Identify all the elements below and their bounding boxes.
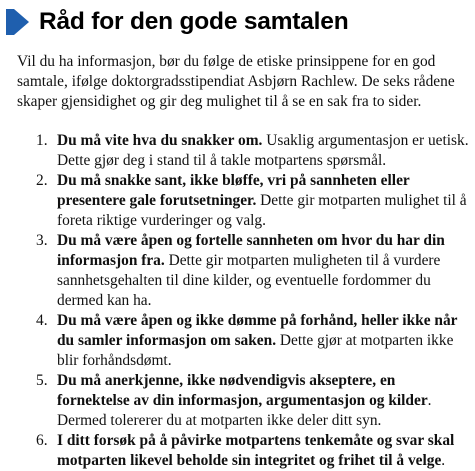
- advice-number: 5.: [36, 372, 48, 389]
- advice-item-5: [36, 371, 470, 431]
- advice-item-1: [36, 131, 470, 171]
- advice-heading: Du må være åpen og fortelle sannheten om hvor du har din informasjon fra.: [57, 232, 445, 269]
- advice-text: .: [441, 452, 446, 469]
- advice-list: [0, 131, 470, 471]
- title-row: [6, 6, 348, 38]
- advice-item-4: [36, 311, 470, 371]
- advice-heading: I ditt forsøk på å påvirke motpartens tenkemåte og svar skal motparten likevel beholde sin integritet og frihet til å velge: [57, 432, 455, 469]
- advice-text: Usaklig argumentasjon er uetisk. Dette gjør deg i stand til å takle motpartens spørsmål.: [57, 132, 469, 169]
- advice-heading: Du må anerkjenne, ikke nødvendigvis akseptere, en fornektelse av din informasjon, argumentasjon og kilder: [57, 372, 428, 409]
- advice-number: 1.: [36, 132, 48, 149]
- advice-heading: Du må være åpen og ikke dømme på forhånd, heller ikke når du samler informasjon om saken.: [57, 312, 458, 349]
- advice-item-6: [36, 431, 470, 471]
- advice-number: 6.: [36, 432, 48, 449]
- advice-heading: Du må vite hva du snakker om.: [57, 132, 263, 149]
- advice-text: Dette gjør at motparten ikke blir forhåndsdømt.: [57, 332, 454, 369]
- advice-text: Dette gir motparten mulighet til å foreta riktige vurderinger og valg.: [57, 192, 467, 229]
- advice-text: . Dermed tolererer du at motparten ikke deler ditt syn.: [57, 392, 432, 429]
- advice-item-3: [36, 231, 470, 311]
- title-marker-arrow-icon: [14, 9, 29, 35]
- title-marker-bar: [6, 9, 14, 35]
- article-title: Råd for den gode samtalen: [39, 8, 349, 35]
- advice-heading: Du må snakke sant, ikke bløffe, vri på sannheten eller presentere gale forutsetninger.: [57, 172, 410, 209]
- advice-number: 3.: [36, 232, 48, 249]
- advice-number: 4.: [36, 312, 48, 329]
- advice-item-2: [36, 171, 470, 231]
- advice-text: Dette gir motparten muligheten til å vurdere sannhetsgehalten til dine kilder, og eventuelle fordommer du dermed kan ha.: [57, 252, 441, 309]
- intro-paragraph: Vil du ha informasjon, bør du følge de etiske prinsippene for en god samtale, ifølge doktorgradsstipendiat Asbjørn Rachlew. De seks rådene skaper gjensidighet og gir deg mulighet til å se en sak fra to sider.: [17, 53, 455, 110]
- advice-number: 2.: [36, 172, 48, 189]
